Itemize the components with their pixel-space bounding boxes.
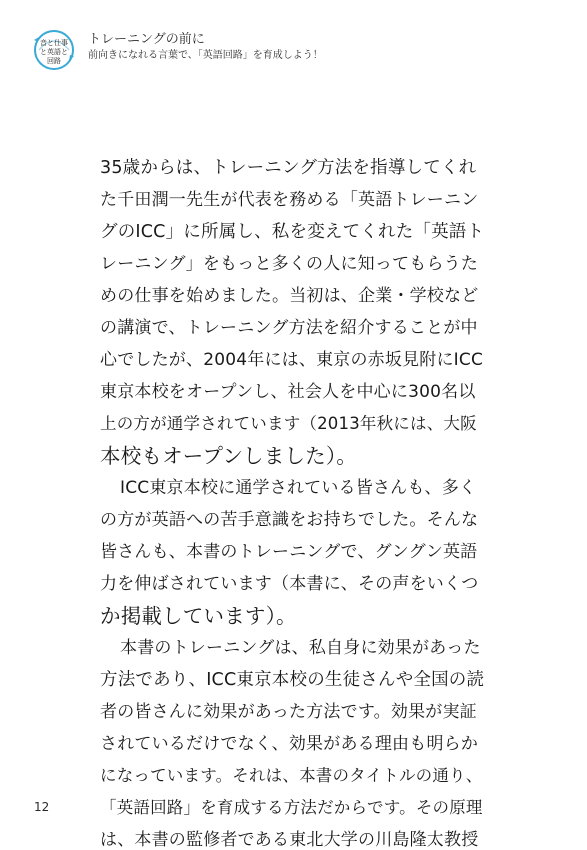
- body-line: 上の方が通学されています（2013年秋には、大阪: [100, 414, 477, 433]
- logo-line-1: 音と仕事: [40, 39, 68, 47]
- body-line: レーニング」をもっと多くの人に知ってもらうた: [100, 254, 479, 274]
- body-line: グのICC」に所属し、私を変えてくれた「英語ト: [100, 222, 485, 242]
- body-line: た千田潤一先生が代表を務める「英語トレーニン: [100, 190, 479, 210]
- body-line: めの仕事を始めました。当初は、企業・学校など: [100, 286, 479, 306]
- body-line: 本書のトレーニングは、私自身に効果があった: [120, 638, 481, 658]
- body-line: の講演で、トレーニング方法を紹介することが中: [100, 318, 478, 338]
- body-line: の方が英語への苦手意識をお持ちでした。そんな: [100, 510, 479, 530]
- logo-line-2: と英語と: [40, 48, 68, 56]
- chapter-title: トレーニングの前に: [88, 32, 205, 47]
- logo-line-3: 回路: [47, 57, 61, 65]
- body-line: 心でしたが、2004年には、東京の赤坂見附にICC: [100, 350, 484, 370]
- body-line: 者の皆さんに効果があった方法です。効果が実証: [100, 702, 477, 722]
- body-line: 本校もオープンしました）。: [100, 444, 358, 468]
- chapter-subtitle: 前向きになれる言葉で、「英語回路」を育成しよう！: [88, 50, 323, 61]
- body-text: [100, 152, 485, 850]
- body-line: 35歳からは、トレーニング方法を指導してくれ: [100, 158, 477, 178]
- body-line: 東京本校をオープンし、社会人を中心に300名以: [100, 382, 476, 402]
- body-line: 「英語回路」を育成する方法だからです。その原理: [100, 798, 483, 817]
- body-line: か掲載しています）。: [100, 604, 297, 628]
- header-text-block: [88, 32, 323, 63]
- body-line: 力を伸ばされています（本書に、その声をいくつ: [100, 574, 479, 594]
- body-line: になっています。それは、本書のタイトルの通り、: [100, 766, 483, 785]
- body-line: は、本書の監修者である東北大学の川島隆太教授: [100, 830, 479, 850]
- page-header: [32, 28, 552, 78]
- page-number: 12: [34, 800, 50, 814]
- body-line: ICC東京本校に通学されている皆さんも、多く: [120, 478, 477, 498]
- book-logo-icon: [32, 28, 76, 72]
- body-line: 方法であり、ICC東京本校の生徒さんや全国の読: [100, 670, 485, 690]
- body-line: 皆さんも、本書のトレーニングで、グングン英語: [100, 542, 478, 562]
- body-line: されているだけでなく、効果がある理由も明らか: [100, 734, 479, 754]
